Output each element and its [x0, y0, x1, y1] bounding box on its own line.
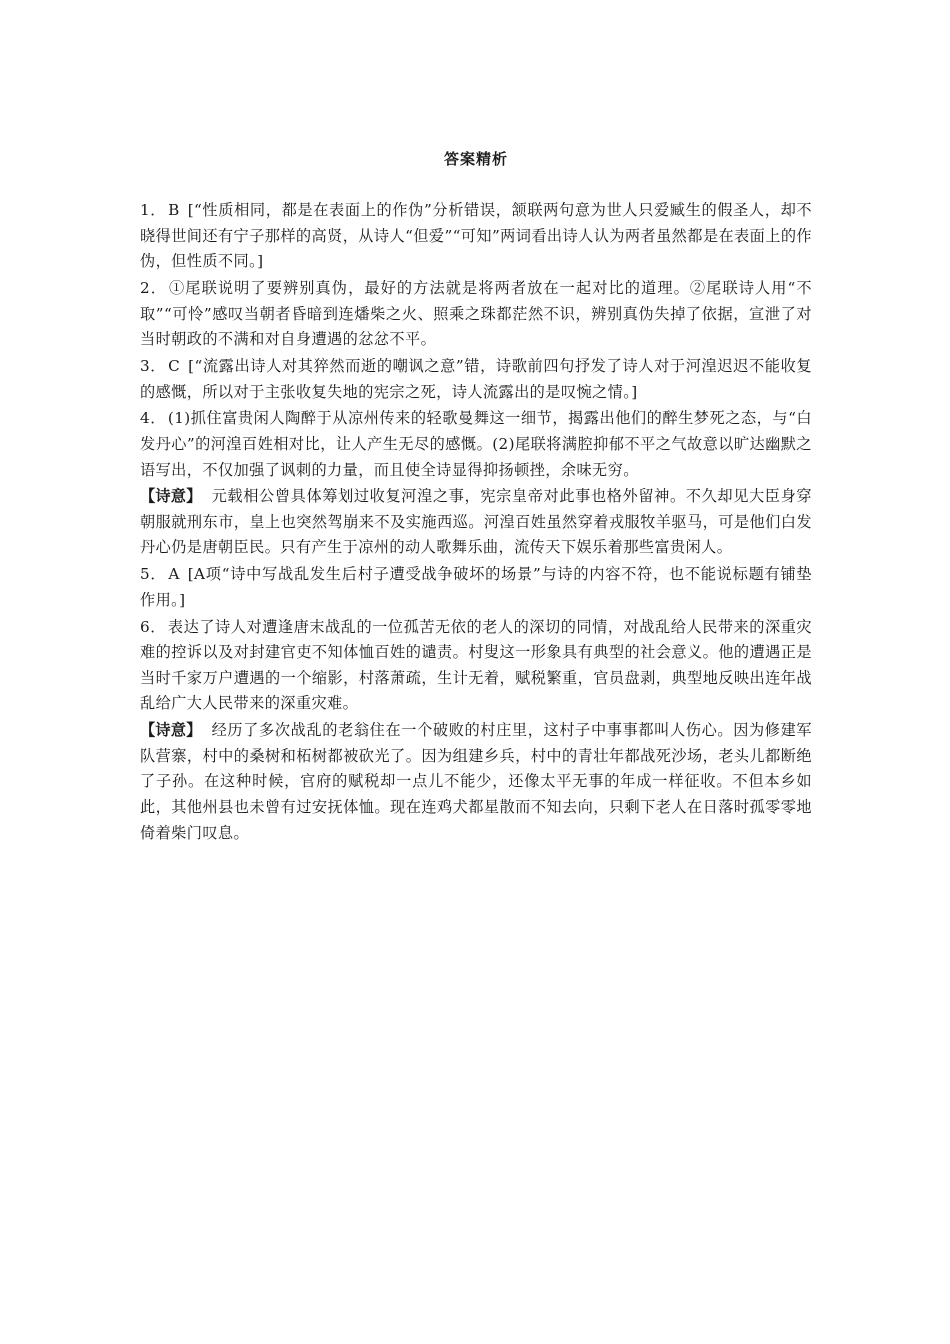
poem-meaning-2 [140, 718, 812, 846]
item-text: 表达了诗人对遭逢唐末战乱的一位孤苦无依的老人的深切的同情，对战乱给人民带来的深重灾难的控诉以及对封建官吏不知体恤百姓的谴责。村叟这一形象具有典型的社会意义。他的遭遇正是当时千家万户遭遇的一个缩影，村落萧疏，生计无着，赋税繁重，官员盘剥，典型地反映出连年战乱给广大人民带来的深重灾难。 [140, 617, 812, 713]
answer-page [140, 148, 812, 847]
item-text: (1)抓住富贵闲人陶醉于从凉州传来的轻歌曼舞这一细节，揭露出他们的醉生梦死之态，与“白发丹心”的河湟百姓相对比，让人产生无尽的感慨。(2)尾联将满腔抑郁不平之气故意以旷达幽默之语写出，不仅加强了讽刺的力量，而且使全诗显得抑扬顿挫，余味无穷。 [140, 409, 812, 479]
item-number: 3． [140, 356, 167, 375]
item-number: 5． [140, 565, 167, 584]
item-answer: A [168, 565, 180, 584]
item-text: [“性质相同，都是在表面上的作伪”分析错误，颔联两句意为世人只爱臧生的假圣人，却不晓得世间还有宁子那样的高贤，从诗人“但爱”“可知”两词看出诗人认为两者虽然都是在表面上的作伪，但性质不同。] [140, 201, 813, 271]
poem-meaning-text: 元载相公曾具体筹划过收复河湟之事，宪宗皇帝对此事也格外留神。不久却见大臣身穿朝服就刑东市，皇上也突然驾崩来不及实施西巡。河湟百姓虽然穿着戎服牧羊驱马，可是他们白发丹心仍是唐朝臣民。只有产生于凉州的动人歌舞乐曲，流传天下娱乐着那些富贵闲人。 [140, 487, 813, 557]
item-number: 6． [140, 617, 166, 636]
answer-item-4 [140, 406, 812, 483]
item-text: [“流露出诗人对其猝然而逝的嘲讽之意”错，诗歌前四句抒发了诗人对于河湟迟迟不能收复的感慨，所以对于主张收复失地的宪宗之死，诗人流露出的是叹惋之情。] [140, 356, 812, 401]
answer-item-5 [140, 562, 812, 613]
answer-item-2 [140, 276, 812, 353]
item-answer: C [168, 356, 181, 375]
item-number: 1． [140, 201, 167, 219]
item-number: 2． [140, 278, 168, 297]
item-answer: B [168, 201, 180, 219]
poem-meaning-tag: 【诗意】 [140, 721, 202, 740]
answer-item-3 [140, 354, 812, 405]
answer-item-1 [140, 198, 812, 275]
poem-meaning-tag: 【诗意】 [140, 487, 202, 506]
item-text: ①尾联说明了要辨别真伪，最好的方法就是将两者放在一起对比的道理。②尾联诗人用“不取”“可怜”感叹当朝者昏暗到连燔柴之火、照乘之珠都茫然不识，辨别真伪失掉了依据，宣泄了对当时朝政的不满和对自身遭遇的忿忿不平。 [140, 278, 812, 349]
poem-meaning-1 [140, 484, 812, 561]
answer-item-6 [140, 615, 812, 717]
item-text: [A项“诗中写战乱发生后村子遭受战争破坏的场景”与诗的内容不符，也不能说标题有铺垫作用。] [140, 565, 812, 609]
page-title: 答案精析 [443, 150, 508, 168]
item-number: 4． [140, 409, 166, 428]
poem-meaning-text: 经历了多次战乱的老翁住在一个破败的村庄里，这村子中事事都叫人伤心。因为修建军队营寨，村中的桑树和柘树都被砍光了。因为组建乡兵，村中的青壮年都战死沙场，老头儿都断绝了子孙。在这种时候，官府的赋税却一点儿不能少，还像太平无事的年成一样征收。不但本乡如此，其他州县也未曾有过安抚体恤。现在连鸡犬都星散而不知去向，只剩下老人在日落时孤零零地倚着柴门叹息。 [140, 721, 813, 842]
